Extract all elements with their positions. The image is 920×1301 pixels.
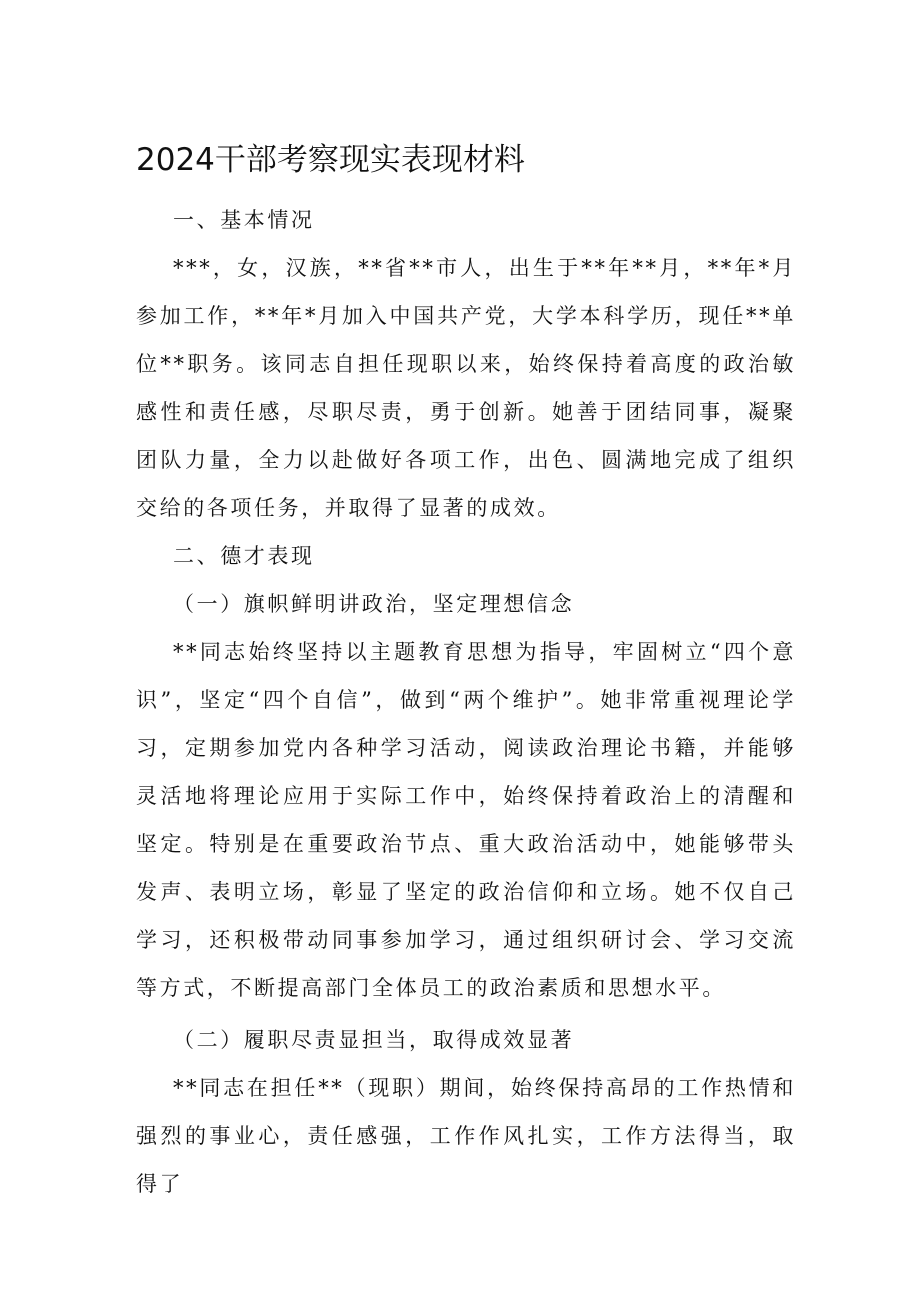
section-heading-basic-info: 一、基本情况 [173,208,315,232]
politics-paragraph: **同志始终坚持以主题教育思想为指导，牢固树立“四个意识”，坚定“四个自信”，做到“两个维护”。她非常重视理论学习，定期参加党内各种学习活动，阅读政治理论书籍，并能够灵活地将理论应用于实际工作中，始终保持着政治上的清醒和坚定。特别是在重要政治节点、重大政治活动中，她能够带头发声、表明立场，彰显了坚定的政治信仰和立场。她不仅自己学习，还积极带动同事参加学习，通过组织研讨会、学习交流等方式，不断提高部门全体员工的政治素质和思想水平。 [136,640,796,1000]
duty-paragraph: **同志在担任**（现职）期间，始终保持高昂的工作热情和强烈的事业心，责任感强，工作作风扎实，工作方法得当，取得了 [136,1076,796,1196]
document-title: 2024干部考察现实表现材料 [136,142,525,178]
subsection-heading-politics: （一）旗帜鲜明讲政治，坚定理想信念 [173,592,575,616]
basic-info-paragraph: ***，女，汉族，**省**市人，出生于**年**月，**年*月参加工作，**年*月加入中国共产党，大学本科学历，现任**单位**职务。该同志自担任现职以来，始终保持着高度的政治敏感性和责任感，尽职尽责，勇于创新。她善于团结同事，凝聚团队力量，全力以赴做好各项工作，出色、圆满地完成了组织交给的各项任务，并取得了显著的成效。 [136,256,796,520]
subsection-heading-duty: （二）履职尽责显担当，取得成效显著 [173,1028,575,1052]
section-heading-virtue: 二、德才表现 [173,544,315,568]
